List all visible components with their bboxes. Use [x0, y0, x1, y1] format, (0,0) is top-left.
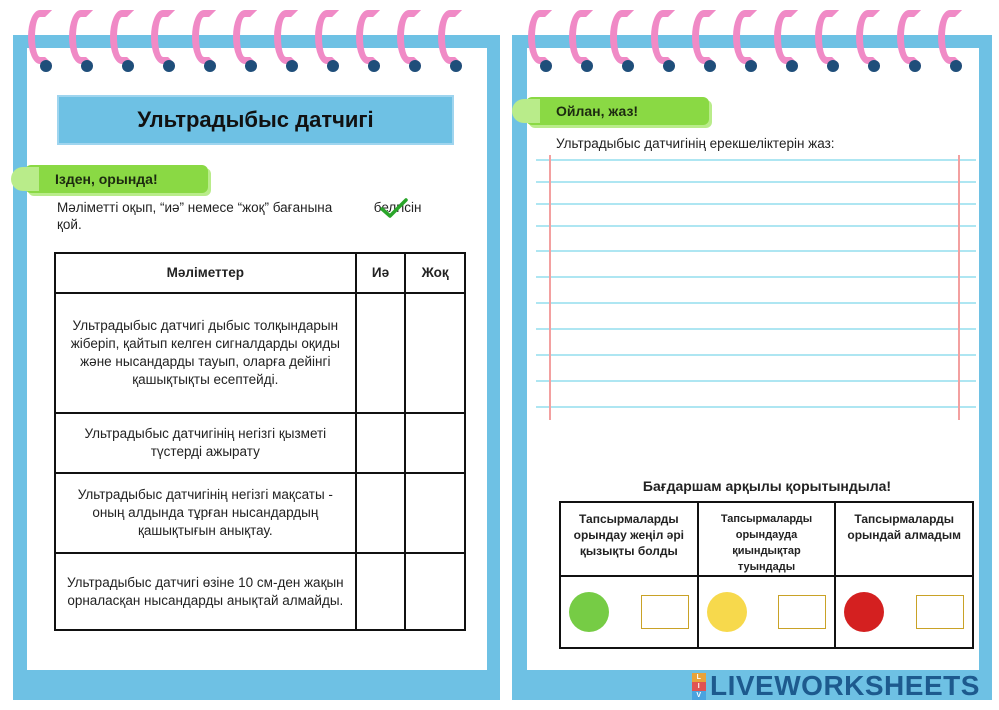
header-info: Мәліметтер — [55, 253, 356, 293]
instruction-part2: белгісін — [373, 200, 422, 215]
yes-cell[interactable] — [356, 473, 406, 553]
writing-area[interactable] — [536, 155, 976, 420]
no-cell[interactable] — [405, 473, 465, 553]
no-cell[interactable] — [405, 293, 465, 413]
search-task-tag — [25, 165, 208, 193]
write-task-tag — [526, 97, 709, 125]
check-mark-icon — [380, 197, 408, 219]
table-row — [55, 413, 465, 473]
liveworksheets-watermark — [692, 670, 980, 702]
green-light-icon — [569, 592, 609, 632]
yellow-light-icon — [707, 592, 747, 632]
write-task-label: Ойлан, жаз! — [556, 103, 639, 119]
semaphore-lights — [560, 576, 973, 648]
easy-label: Тапсырмаларды орындау жеңіл әрі қызықты болды — [560, 502, 698, 576]
failed-label: Тапсырмаларды орындай алмадым — [835, 502, 973, 576]
header-yes: Иә — [356, 253, 406, 293]
yes-cell[interactable] — [356, 293, 406, 413]
info-text: Ультрадыбыс датчигі дыбыс толқындарын жіберіп, қайтып келген сигналдарды оқиды және нысандарды тауып, оларға дейінгі қашықтықты есептейді. — [55, 293, 356, 413]
semaphore-labels — [560, 502, 973, 576]
difficult-cell — [698, 576, 836, 648]
table-row — [55, 553, 465, 630]
yes-cell[interactable] — [356, 413, 406, 473]
no-cell[interactable] — [405, 553, 465, 630]
no-cell[interactable] — [405, 413, 465, 473]
info-text: Ультрадыбыс датчигінің негізгі қызметі түстерді ажырату — [55, 413, 356, 473]
worksheet-title: Ультрадыбыс датчигі — [57, 95, 454, 145]
search-task-label: Ізден, орында! — [55, 171, 158, 187]
info-table-header — [55, 253, 465, 293]
failed-cell — [835, 576, 973, 648]
info-table — [54, 252, 466, 631]
liveworksheets-logo-icon: L I V — [692, 673, 706, 700]
red-light-icon — [844, 592, 884, 632]
info-text: Ультрадыбыс датчигінің негізгі мақсаты - оның алдында тұрған нысандардың қашықтығын анықтау. — [55, 473, 356, 553]
easy-answer-box[interactable] — [641, 595, 689, 629]
semaphore-table — [559, 501, 974, 649]
difficult-answer-box[interactable] — [778, 595, 826, 629]
failed-answer-box[interactable] — [916, 595, 964, 629]
header-no: Жоқ — [405, 253, 465, 293]
yes-cell[interactable] — [356, 553, 406, 630]
instruction-part1: Мәліметті оқып, “иә” немесе “жоқ” бағанына — [57, 200, 333, 215]
left-spiral-rings — [20, 0, 500, 80]
instruction-line2: қой. — [57, 217, 82, 232]
table-row — [55, 473, 465, 553]
difficult-label: Тапсырмаларды орындауда қиындықтар туындады — [698, 502, 836, 576]
easy-cell — [560, 576, 698, 648]
right-instruction: Ультрадыбыс датчигінің ерекшеліктерін жаз: — [556, 136, 835, 151]
table-row — [55, 293, 465, 413]
watermark-text: LIVEWORKSHEETS — [710, 670, 980, 701]
semaphore-title: Бағдаршам арқылы қорытындыла! — [642, 478, 892, 494]
info-text: Ультрадыбыс датчигі өзіне 10 см-ден жақын орналасқан нысандарды анықтай алмайды. — [55, 553, 356, 630]
right-spiral-rings — [520, 0, 990, 80]
